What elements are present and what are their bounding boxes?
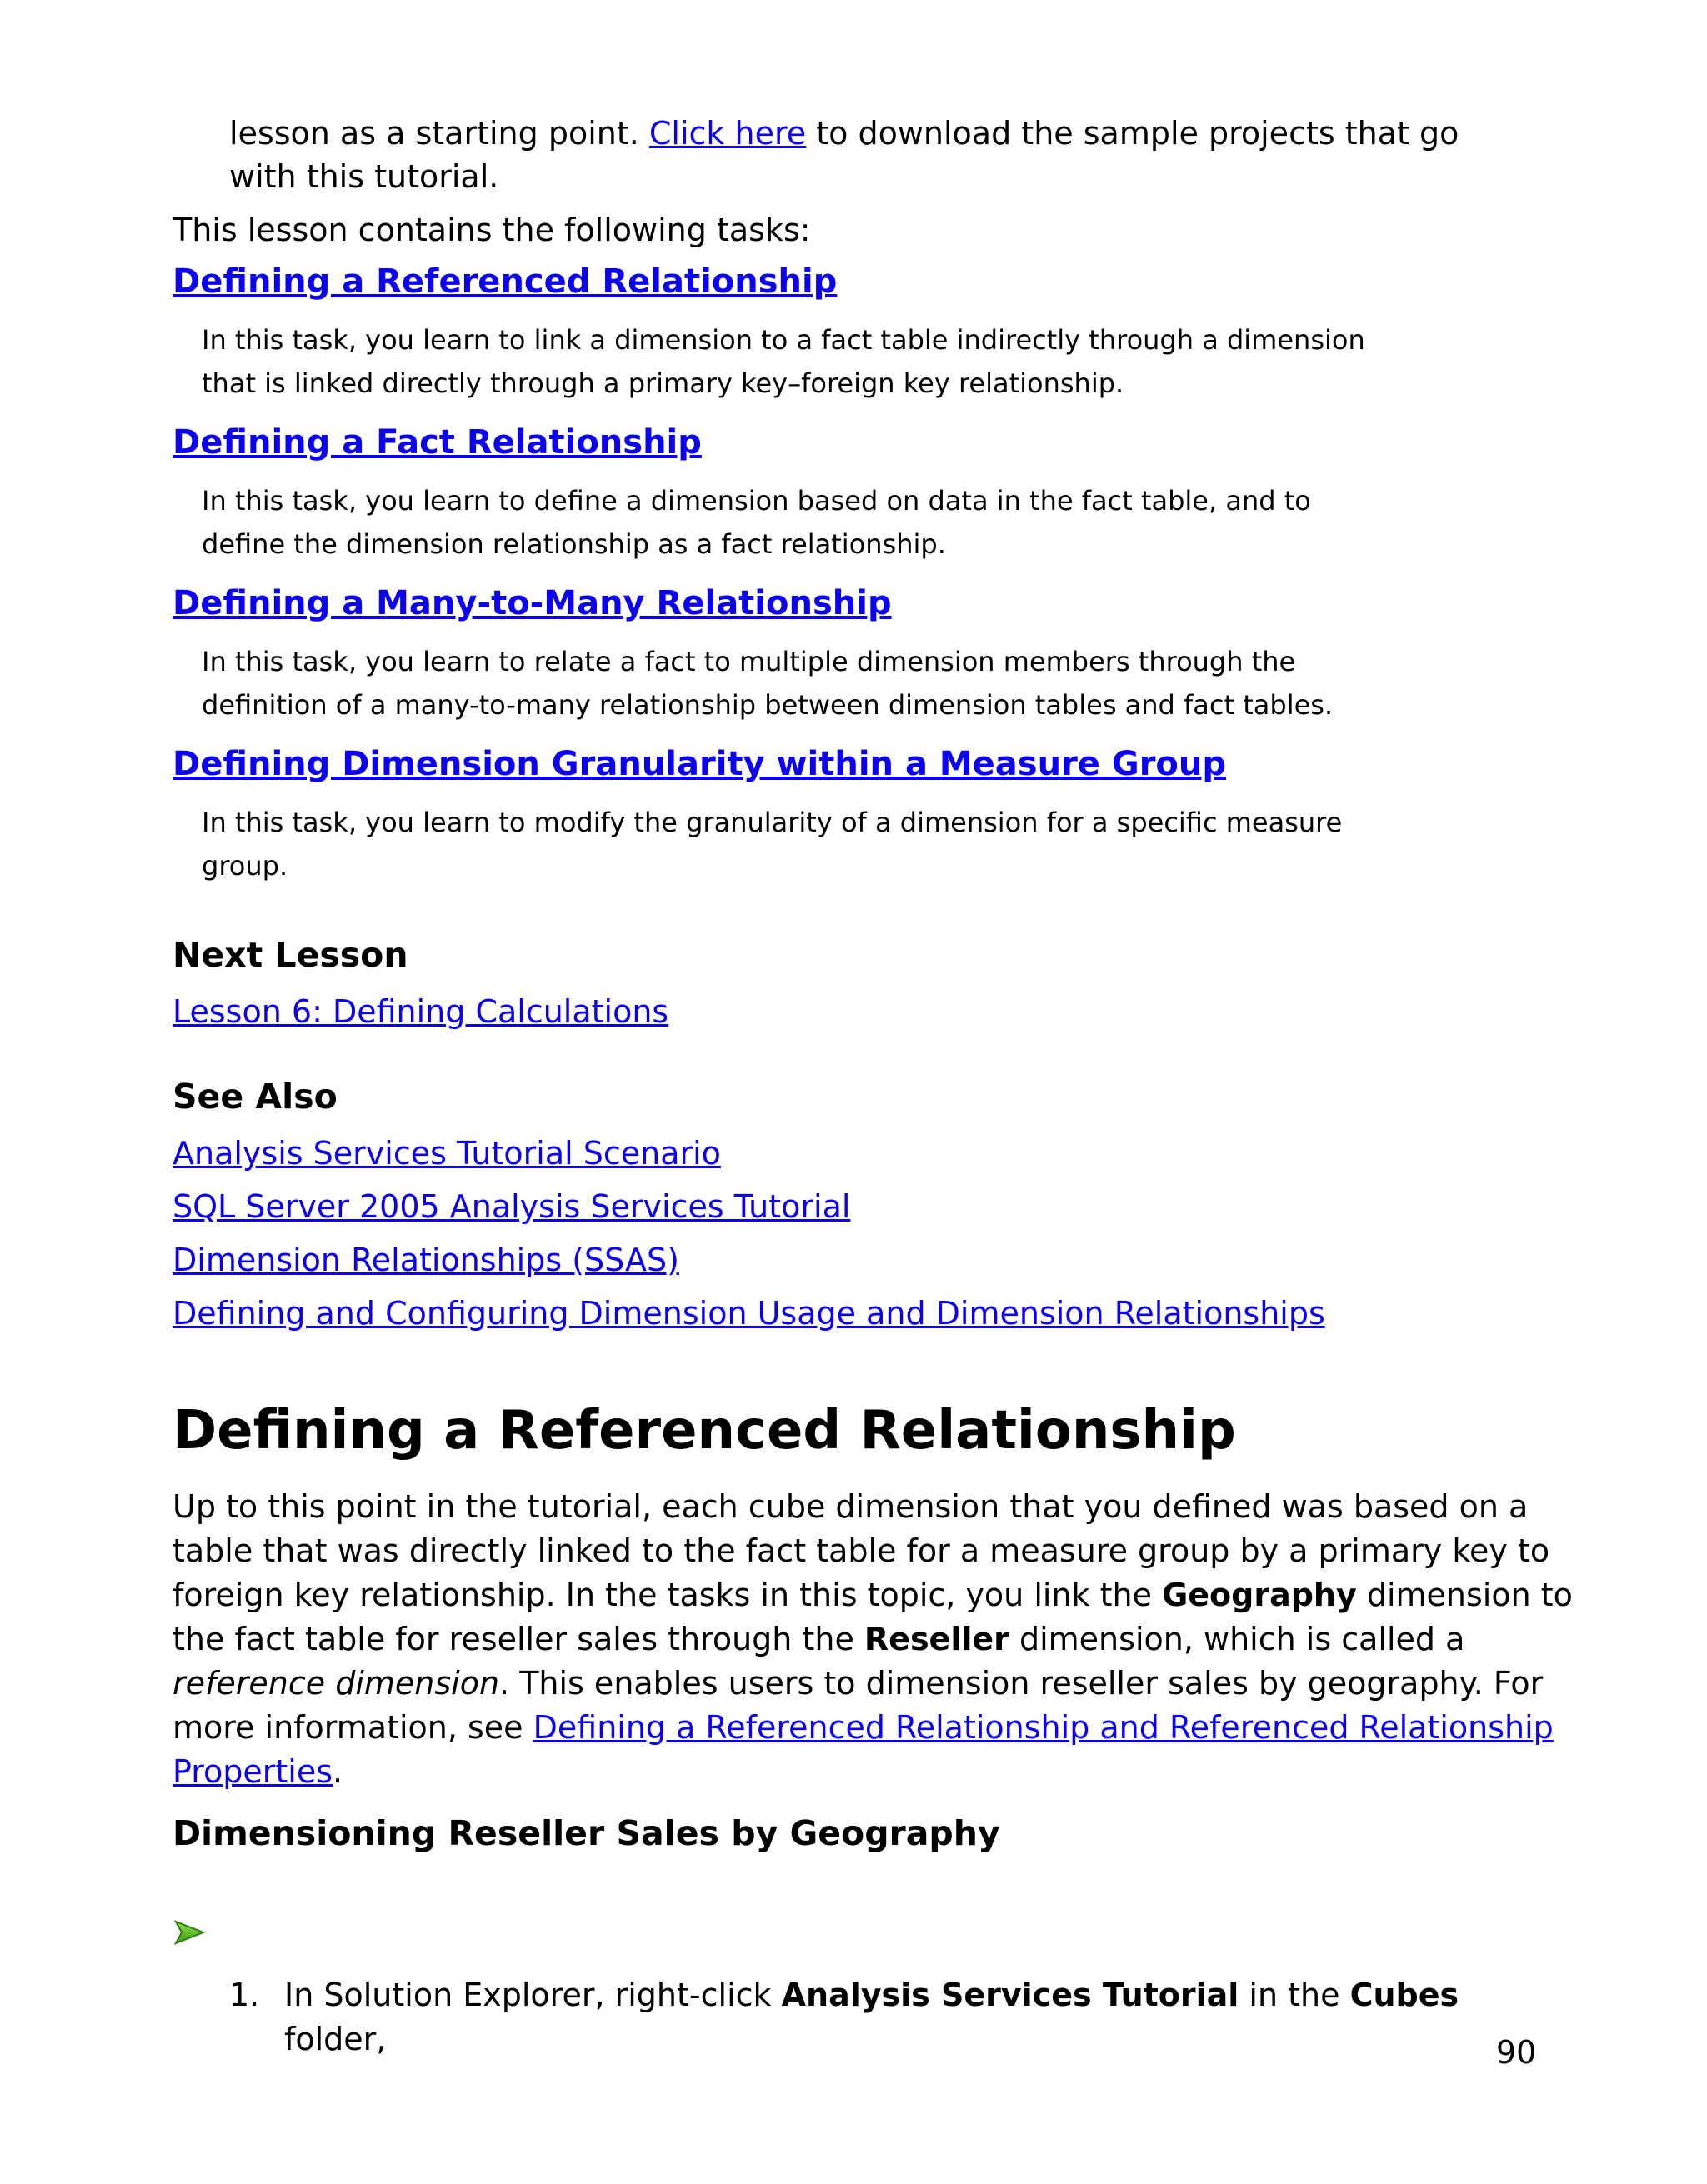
intro-text: lesson as a starting point. <box>229 115 649 152</box>
green-arrow-icon[interactable] <box>173 1919 207 1946</box>
see-also-link[interactable]: SQL Server 2005 Analysis Services Tutorial <box>173 1188 851 1225</box>
bold-term: Cubes <box>1349 1977 1459 2013</box>
intro-text: to download the sample projects that go <box>806 115 1459 152</box>
task-desc: In this task, you learn to define a dimension based on data in the fact table, and to define the dimension relationship as a fact relationship. <box>202 485 1311 560</box>
bold-term-geography: Geography <box>1162 1577 1357 1613</box>
see-also-heading: See Also <box>173 1077 338 1117</box>
section-paragraph <box>173 1485 1606 1794</box>
bold-term-reseller: Reseller <box>864 1621 1009 1657</box>
step-text: folder, <box>284 2021 387 2057</box>
paragraph-text: dimension to the fact table for reseller sales through the <box>173 1577 1573 1657</box>
click-here-link[interactable]: Click here <box>648 115 807 152</box>
intro-line-1 <box>229 112 1459 156</box>
referenced-relationship-link[interactable]: Defining a Referenced Relationship and Referenced Relationship Properties <box>173 1709 1554 1790</box>
paragraph-text: Up to this point in the tutorial, each cube dimension that you defined was based on a table that was directly linked to the fact table for a measure group by a primary key to foreign key relationship. In the tasks in this topic, you link the <box>173 1488 1550 1613</box>
paragraph-text: . This enables users to dimension reseller sales by geography. For more information, see <box>173 1665 1544 1746</box>
step-number: 1. <box>229 1977 260 2013</box>
step-1-text <box>284 1973 1534 2062</box>
step-text: in the <box>1239 1977 1350 2013</box>
task-link-granularity[interactable]: Defining Dimension Granularity within a Measure Group <box>173 745 1227 783</box>
italic-term: reference dimension <box>173 1665 500 1702</box>
tasks-intro: This lesson contains the following tasks: <box>173 212 811 248</box>
next-lesson-link[interactable]: Lesson 6: Defining Calculations <box>173 993 669 1030</box>
task-desc: In this task, you learn to relate a fact to multiple dimension members through the definition of a many-to-many relationship between dimension tables and fact tables. <box>202 646 1334 721</box>
step-text: In Solution Explorer, right-click <box>284 1977 782 2013</box>
see-also-link[interactable]: Dimension Relationships (SSAS) <box>173 1242 679 1278</box>
next-lesson-heading: Next Lesson <box>173 935 408 975</box>
see-also-link[interactable]: Defining and Configuring Dimension Usage and Dimension Relationships <box>173 1295 1325 1332</box>
task-link-many-to-many[interactable]: Defining a Many-to-Many Relationship <box>173 584 892 622</box>
section-title: Defining a Referenced Relationship <box>173 1400 1236 1462</box>
bold-term: Analysis Services Tutorial <box>781 1977 1239 2013</box>
page-number: 90 <box>1496 2034 1537 2071</box>
task-link-fact[interactable]: Defining a Fact Relationship <box>173 423 702 462</box>
task-desc: In this task, you learn to modify the granularity of a dimension for a specific measure group. <box>202 807 1343 882</box>
task-desc: In this task, you learn to link a dimension to a fact table indirectly through a dimension that is linked directly through a primary key–foreign key relationship. <box>202 324 1365 399</box>
paragraph-text: . <box>333 1753 343 1790</box>
intro-line-2: with this tutorial. <box>229 158 499 195</box>
see-also-link[interactable]: Analysis Services Tutorial Scenario <box>173 1135 721 1172</box>
task-link-referenced[interactable]: Defining a Referenced Relationship <box>173 262 838 301</box>
subsection-heading: Dimensioning Reseller Sales by Geography <box>173 1813 1000 1853</box>
paragraph-text: dimension, which is called a <box>1009 1621 1465 1657</box>
